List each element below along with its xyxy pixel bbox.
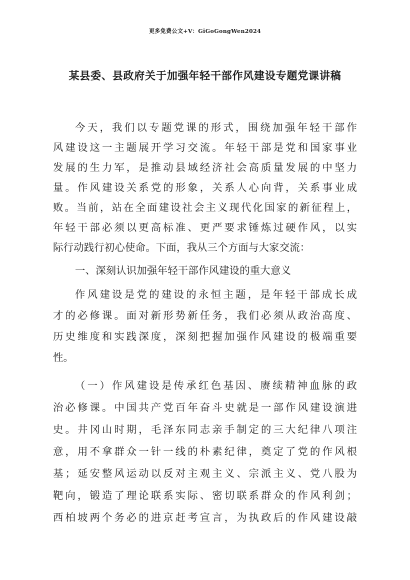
paragraph-line: 发展的生力军，是推动县域经济社会高质量发展的中坚力 [53,163,357,174]
paragraph-line: 靶向，锻造了理论联系实际、密切联系群众的作风利剑； [53,491,357,502]
paragraph-line: 风建设这一主题展开学习交流。年轻干部是党和国家事业 [53,143,357,154]
paragraph-line: 史。井冈山时期，毛泽东同志亲手制定的三大纪律八项注 [53,425,357,436]
document-title: 某县委、县政府关于加强年轻干部作风建设专题党课讲稿 [68,70,342,82]
section-heading: 一、深刻认识加强年轻干部作风建设的重大意义 [75,266,292,277]
paragraph-line: 基；延安整风运动以反对主观主义、宗派主义、党八股为 [53,469,357,480]
paragraph-line: 历史维度和实践深度，深刻把握加强作风建设的极端重要 [53,332,357,343]
paragraph-line: （一）作风建设是传承红色基因、赓续精神血脉的政 [75,381,357,392]
paragraph-line: 今天，我们以专题党课的形式，围绕加强年轻干部作 [75,123,357,134]
header-note: 更多免费公文+V：GiGoGongWen2024 [148,29,262,35]
paragraph-line: 意，用不拿群众一针一线的朴素纪律，奠定了党的作风根 [53,447,357,458]
paragraph-line: 治必修课。中国共产党百年奋斗史就是一部作风建设演进 [53,403,357,414]
paragraph-line: 才的必修课。面对新形势新任务，我们必须从政治高度、 [53,311,357,322]
paragraph-line: 年轻干部必须以更高标准、更严要求锤炼过硬作风，以实 [53,223,357,234]
paragraph-line: 性。 [53,353,74,364]
paragraph-line: 西柏坡两个务必的进京赶考宣言，为执政后的作风建设敲 [53,513,357,524]
paragraph-line: 作风建设是党的建设的永恒主题，是年轻干部成长成 [75,290,357,301]
paragraph-line: 败。当前，站在全面建设社会主义现代化国家的新征程上， [53,203,357,214]
paragraph-line: 际行动践行初心使命。下面，我从三个方面与大家交流： [53,243,311,254]
paragraph-line: 量。作风建设关系党的形象，关系人心向背，关系事业成 [53,183,357,194]
